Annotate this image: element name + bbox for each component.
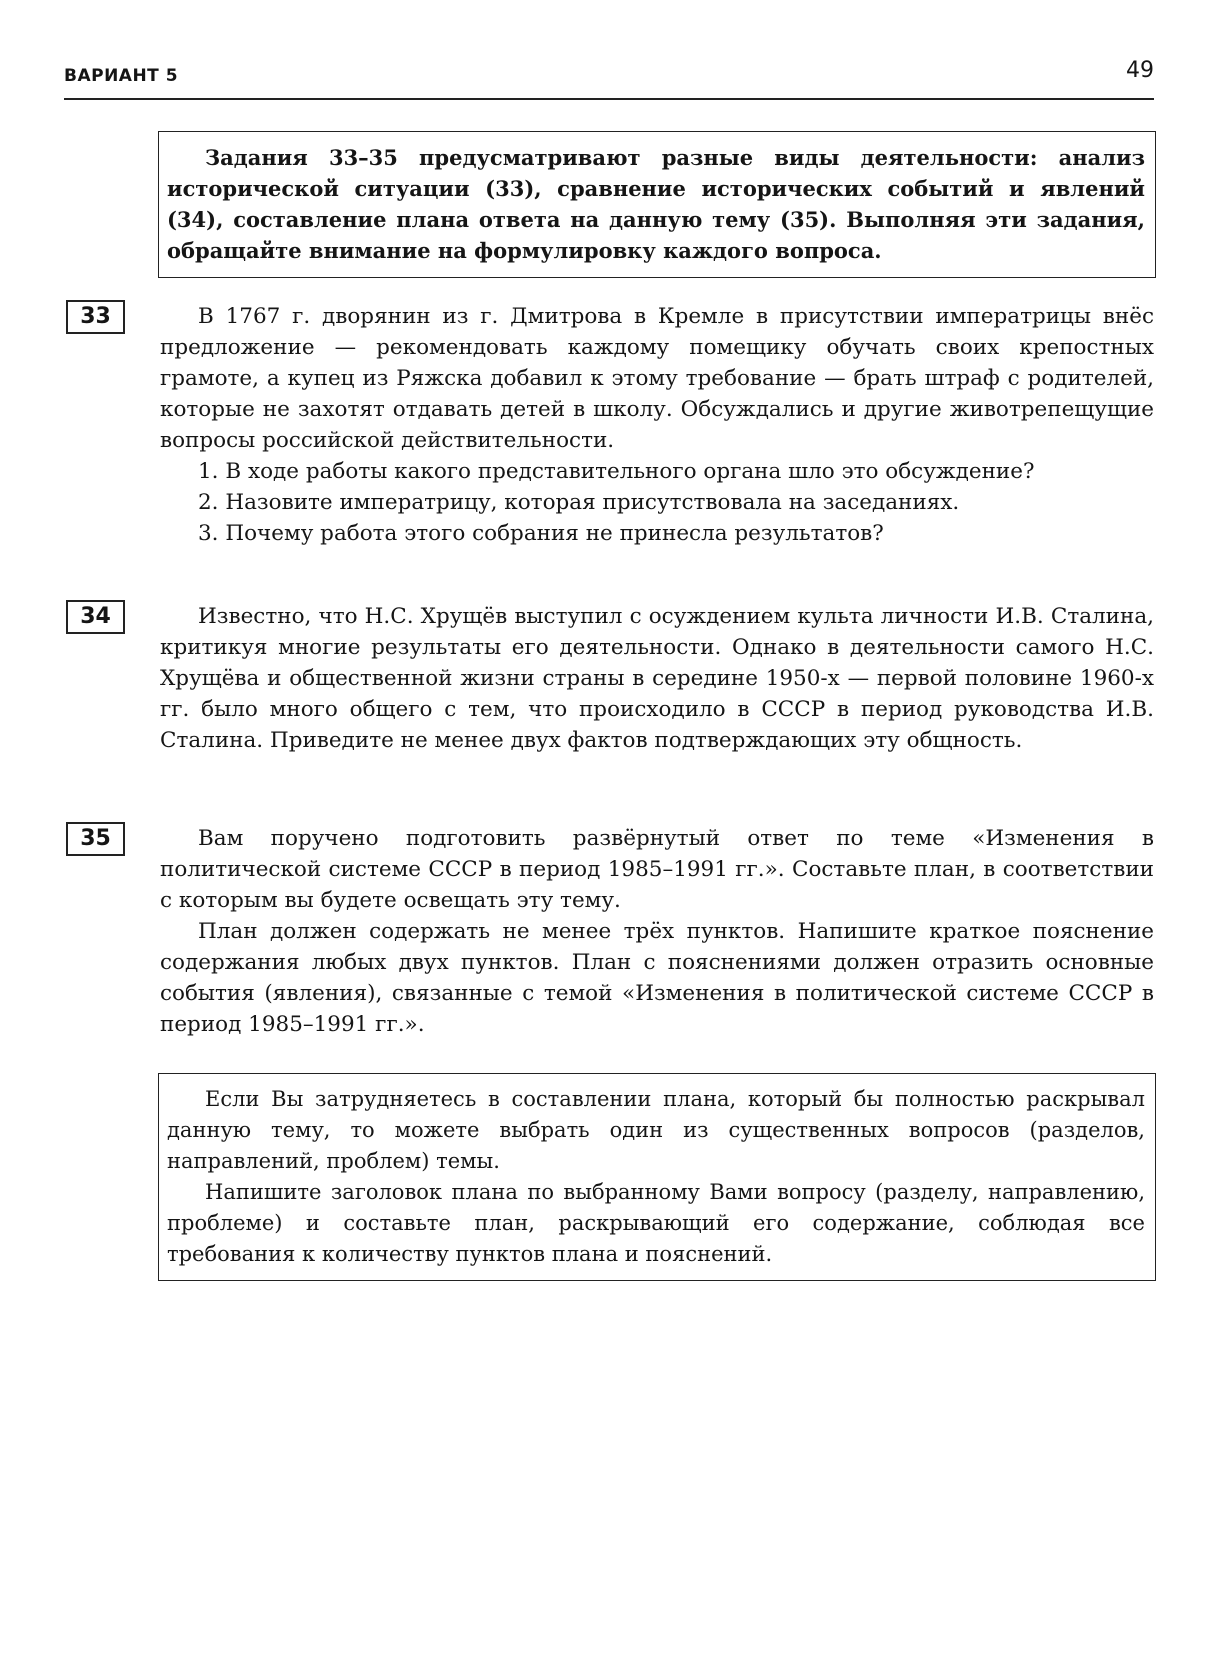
- task-34-body: [160, 601, 1154, 756]
- task-33-question-3: 3. Почему работа этого собрания не принесла результатов?: [198, 521, 884, 546]
- task-34-number: 34: [66, 600, 125, 634]
- task-33-number: 33: [66, 300, 125, 334]
- task-33-text: В 1767 г. дворянин из г. Дмитрова в Кремле в присутствии императрицы внёс предложение — рекомендовать каждому помещику обучать своих крепостных грамоте, а купец из Ряжска добавил к этому требование — брать штраф с родителей, которые не захотят отдавать детей в школу. Обсуждались и другие животрепещущие вопросы российской действительности.: [160, 304, 1154, 453]
- header-divider: [64, 98, 1154, 100]
- task-35-paragraph-1: Вам поручено подготовить развёрнутый ответ по теме «Изменения в политической системе СССР в период 1985–1991 гг.». Составьте план, в соответствии с которым вы будете освещать эту тему.: [160, 826, 1154, 913]
- page-number: 49: [1126, 58, 1154, 83]
- task-33-question-2: 2. Назовите императрицу, которая присутствовала на заседаниях.: [198, 490, 960, 515]
- help-notice-box: [158, 1073, 1156, 1281]
- help-notice-paragraph-1: Если Вы затрудняетесь в составлении плана, который бы полностью раскрывал данную тему, то можете выбрать один из существенных вопросов (разделов, направлений, проблем) темы.: [167, 1087, 1145, 1173]
- help-notice-paragraph-2: Напишите заголовок плана по выбранному Вами вопросу (разделу, направлению, проблеме) и составьте план, раскрывающий его содержание, соблюдая все требования к количеству пунктов плана и пояснений.: [167, 1180, 1145, 1266]
- task-35-number: 35: [66, 822, 125, 856]
- task-33-body: [160, 301, 1154, 549]
- variant-label: ВАРИАНТ 5: [64, 66, 179, 86]
- task-34-text: Известно, что Н.С. Хрущёв выступил с осуждением культа личности И.В. Сталина, критикуя многие результаты его деятельности. Однако в деятельности самого Н.С. Хрущёва и общественной жизни страны в середине 1950-х — первой половине 1960-х гг. было много общего с тем, что происходило в СССР в период руководства И.В. Сталина. Приведите не менее двух фактов подтверждающих эту общность.: [160, 604, 1154, 753]
- intro-notice-box: [158, 131, 1156, 278]
- task-35-body: [160, 823, 1154, 1040]
- task-33-question-1: 1. В ходе работы какого представительного органа шло это обсуждение?: [198, 459, 1035, 484]
- task-35-paragraph-2: План должен содержать не менее трёх пунктов. Напишите краткое пояснение содержания любых двух пунктов. План с пояснениями должен отразить основные события (явления), связанные с темой «Изменения в политической системе СССР в период 1985–1991 гг.».: [160, 919, 1154, 1037]
- intro-notice-text: Задания 33–35 предусматривают разные виды деятельности: анализ исторической ситуации (33), сравнение исторических событий и явлений (34), составление плана ответа на данную тему (35). Выполняя эти задания, обращайте внимание на формулировку каждого вопроса.: [167, 145, 1145, 263]
